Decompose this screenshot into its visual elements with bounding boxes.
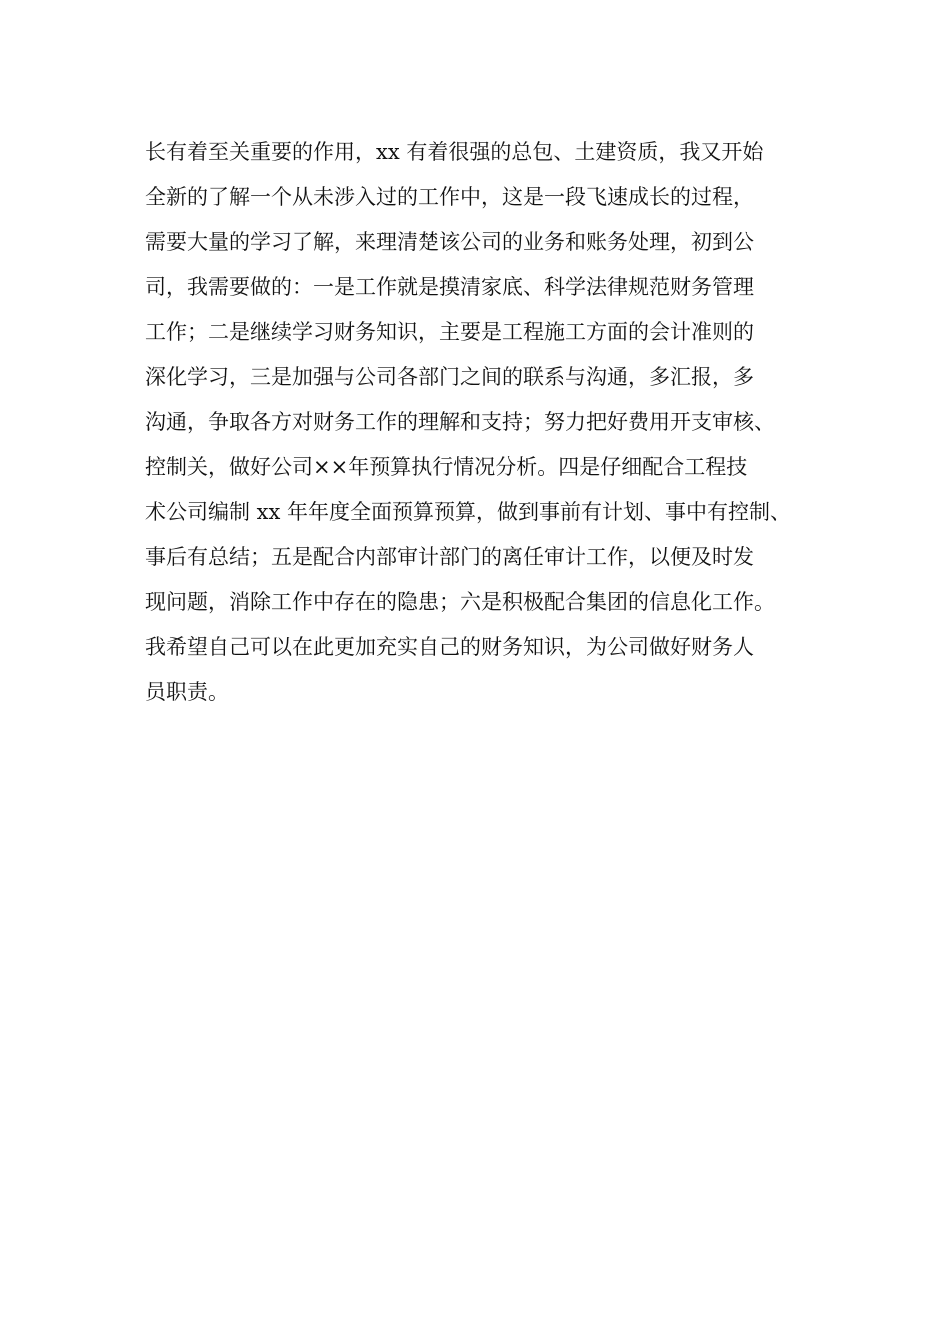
paragraph-line: 我希望自己可以在此更加充实自己的财务知识，为公司做好财务人 (145, 635, 754, 659)
paragraph-line: 事后有总结；五是配合内部审计部门的离任审计工作，以便及时发 (145, 545, 754, 569)
paragraph-line: 深化学习，三是加强与公司各部门之间的联系与沟通，多汇报，多 (145, 365, 754, 389)
paragraph-line: 需要大量的学习了解，来理清楚该公司的业务和账务处理，初到公 (145, 230, 754, 254)
paragraph-line: 司，我需要做的：一是工作就是摸清家底、科学法律规范财务管理 (145, 275, 754, 299)
paragraph-line: 现问题，消除工作中存在的隐患；六是积极配合集团的信息化工作。 (145, 590, 775, 614)
paragraph-line: 控制关，做好公司××年预算执行情况分析。四是仔细配合工程技 (145, 455, 748, 479)
body-paragraph (145, 134, 835, 719)
paragraph-line: 术公司编制 xx 年年度全面预算预算，做到事前有计划、事中有控制、 (145, 500, 792, 524)
paragraph-line: 工作；二是继续学习财务知识，主要是工程施工方面的会计准则的 (145, 320, 754, 344)
paragraph-line: 沟通，争取各方对财务工作的理解和支持；努力把好费用开支审核、 (145, 410, 775, 434)
paragraph-line: 长有着至关重要的作用，xx 有着很强的总包、土建资质，我又开始 (145, 140, 764, 164)
paragraph-line: 全新的了解一个从未涉入过的工作中，这是一段飞速成长的过程， (145, 185, 754, 209)
paragraph-line: 员职责。 (145, 680, 229, 704)
